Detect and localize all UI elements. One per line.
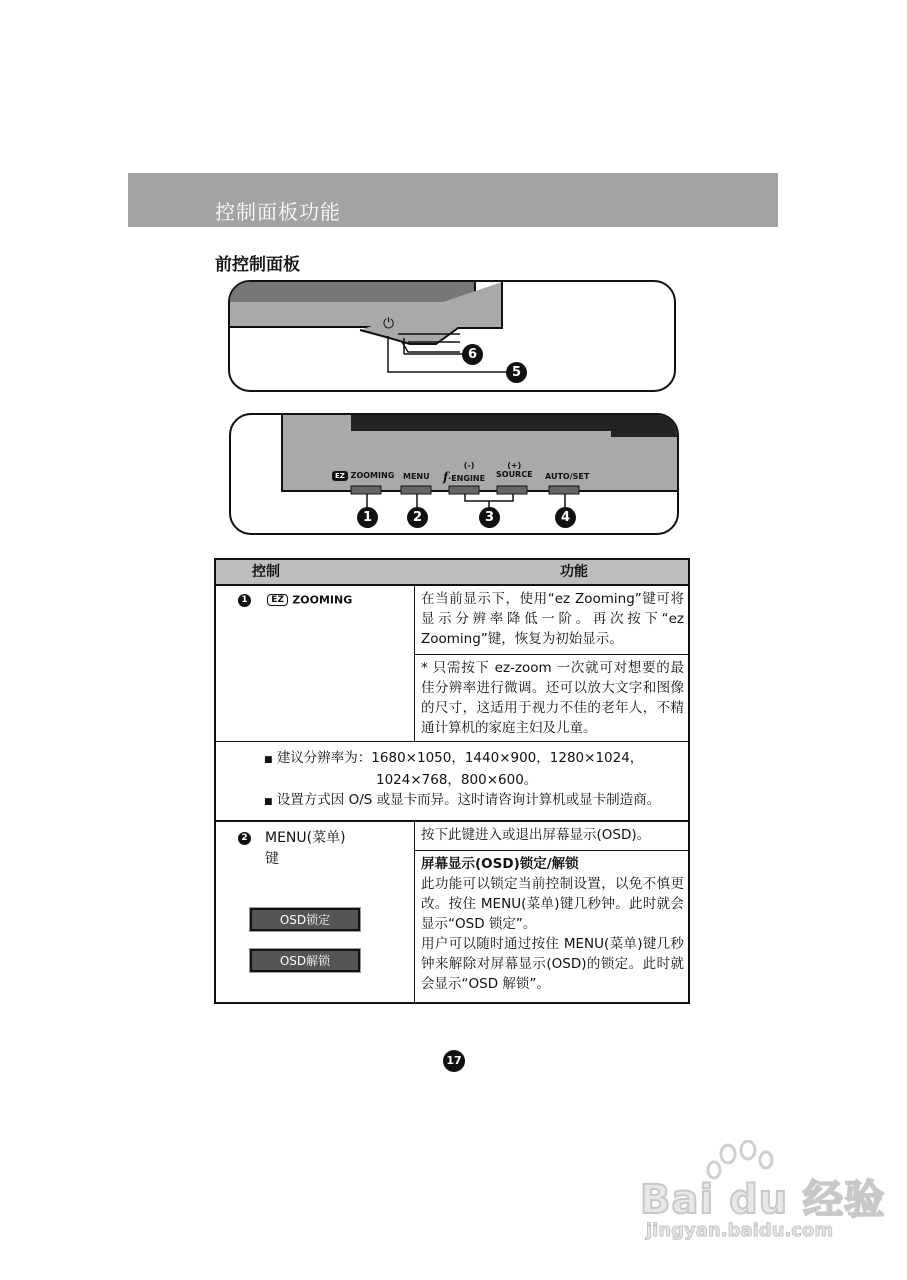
menu-desc-2 <box>414 850 688 1002</box>
ez-icon: EZ <box>332 471 348 481</box>
function-cell-zooming <box>414 585 689 742</box>
button-connector-lines <box>231 415 677 533</box>
section-title: 前控制面板 <box>215 255 300 275</box>
number-6-label: 6 <box>462 344 483 365</box>
osd-lock-title: 屏幕显示(OSD)锁定/解锁 <box>421 856 579 872</box>
number-1-label: 1 <box>357 507 378 528</box>
monitor-top-illustration <box>228 280 676 392</box>
osd-unlock-desc: 用户可以随时通过按住 MENU(菜单)键几秒钟来解除对屏幕显示(OSD)的锁定。此时就会显示“OSD 解锁”。 <box>421 936 684 992</box>
osd-unlock-indicator: OSD解锁 <box>250 949 360 972</box>
number-5-label: 5 <box>506 362 527 383</box>
monitor-bottom-illustration <box>229 413 679 535</box>
control-cell-zooming <box>215 585 414 742</box>
engine-button-label: (-) f·ENGINE <box>443 461 486 484</box>
menu-button-label: MENU <box>403 472 430 481</box>
number-2-badge: 2 <box>238 832 251 845</box>
header-control: 控制 <box>252 564 280 580</box>
setup-note: 设置方式因 O/S 或显卡而异。这时请咨询计算机或显卡制造商。 <box>276 792 661 808</box>
zooming-notes: ■ 建议分辨率为：1680×1050，1440×900，1280×1024， 1024×768，800×600。 ■ 设置方式因 O/S 或显卡而异。这时请咨询计算机或显卡制造商。 <box>215 742 689 822</box>
table-row <box>215 821 689 1003</box>
menu-desc-1: 按下此键进入或退出屏幕显示(OSD)。 <box>414 822 688 850</box>
page-title: 控制面板功能 <box>215 200 341 224</box>
menu-name-suffix: 键 <box>265 851 279 867</box>
watermark-url: jingyan.baidu.com <box>646 1220 834 1241</box>
number-2-label: 2 <box>407 507 428 528</box>
function-cell-menu <box>414 821 689 1003</box>
source-button-label: (+) SOURCE <box>496 461 533 479</box>
power-icon: ⏻ <box>383 316 395 332</box>
page-number: 17 <box>443 1050 465 1072</box>
zooming-desc-1: 在当前显示下，使用“ez Zooming”键可将显示分辨率降低一阶。再次按下“ez Zooming”键，恢复为初始显示。 <box>414 586 688 654</box>
resolution-note: 建议分辨率为：1680×1050，1440×900，1280×1024， <box>276 750 644 766</box>
osd-lock-indicator: OSD锁定 <box>250 908 360 931</box>
watermark-brand: Bai du 经验 <box>640 1177 886 1223</box>
function-table <box>214 558 690 1004</box>
header-function: 功能 <box>560 564 588 580</box>
autoset-button-label: AUTO/SET <box>545 472 590 481</box>
number-3-label: 3 <box>479 507 500 528</box>
zooming-name: ZOOMING <box>292 593 353 607</box>
power-diagram <box>230 282 674 390</box>
resolution-note-cont: 1024×768，800×600。 <box>376 772 538 788</box>
number-4-label: 4 <box>555 507 576 528</box>
zooming-desc-2: * 只需按下 ez-zoom 一次就可对想要的最佳分辨率进行微调。还可以放大文字和图像的尺寸，这适用于视力不佳的老年人，不精通计算机的家庭主妇及儿童。 <box>414 654 688 741</box>
osd-lock-desc: 此功能可以锁定当前控制设置，以免不慎更改。按住 MENU(菜单)键几秒钟。此时就会显示“OSD 锁定”。 <box>421 876 684 932</box>
table-row <box>215 585 689 742</box>
zooming-button-label: EZ ZOOMING <box>332 471 394 481</box>
ez-icon: EZ <box>267 594 288 606</box>
table-header-row <box>215 559 689 585</box>
number-1-badge: 1 <box>238 594 251 607</box>
baidu-watermark <box>640 1140 886 1250</box>
table-row <box>215 742 689 822</box>
control-cell-menu <box>215 821 414 1003</box>
menu-name: MENU(菜单) <box>265 830 346 846</box>
